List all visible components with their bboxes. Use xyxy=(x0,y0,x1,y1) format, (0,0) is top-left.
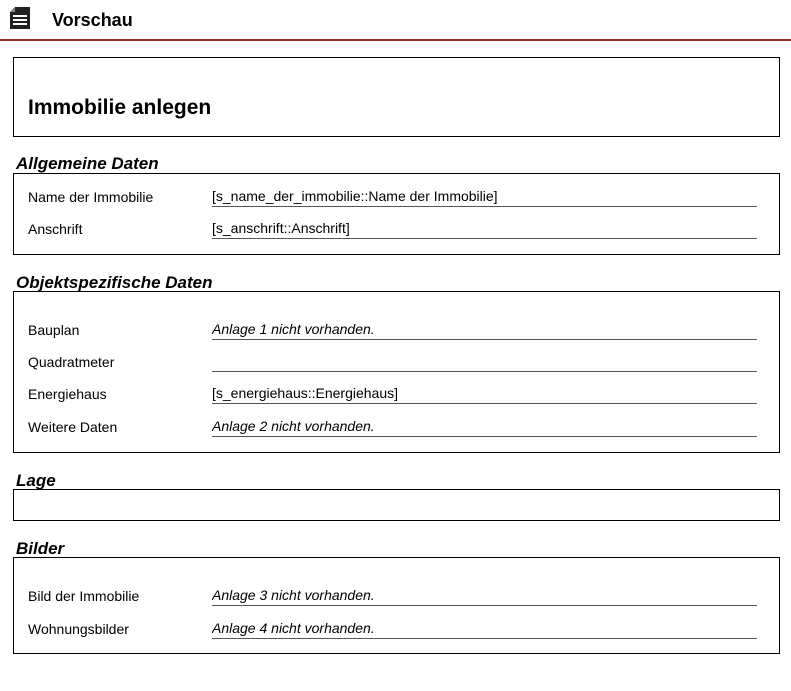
page-title-box xyxy=(13,57,780,137)
preview-header xyxy=(0,0,791,41)
field-label-quadratmeter: Quadratmeter xyxy=(28,354,115,370)
field-value-quadratmeter xyxy=(212,353,757,372)
section-objektspezifische-daten xyxy=(13,291,780,453)
section-bilder xyxy=(13,557,780,654)
section-lage xyxy=(13,489,780,521)
field-label-wohnungsbilder: Wohnungsbilder xyxy=(28,621,129,637)
field-label-energiehaus: Energiehaus xyxy=(28,386,107,402)
field-value-bauplan: Anlage 1 nicht vorhanden. xyxy=(212,321,757,340)
field-value-energiehaus: [s_energiehaus::Energiehaus] xyxy=(212,385,757,404)
field-value-bild-der-immobilie: Anlage 3 nicht vorhanden. xyxy=(212,587,757,606)
field-label-weitere-daten: Weitere Daten xyxy=(28,419,118,435)
field-label-bild-der-immobilie: Bild der Immobilie xyxy=(28,588,140,604)
field-label-anschrift: Anschrift xyxy=(28,221,83,237)
page-title: Immobilie anlegen xyxy=(28,96,212,119)
field-value-anschrift: [s_anschrift::Anschrift] xyxy=(212,220,757,239)
section-title-objektspezifische-daten: Objektspezifische Daten xyxy=(16,273,213,292)
field-value-name: [s_name_der_immobilie::Name der Immobilie] xyxy=(212,188,757,207)
section-allgemeine-daten xyxy=(13,173,780,255)
header-title: Vorschau xyxy=(52,10,133,30)
field-value-weitere-daten: Anlage 2 nicht vorhanden. xyxy=(212,418,757,437)
section-title-lage: Lage xyxy=(16,471,56,490)
field-value-wohnungsbilder: Anlage 4 nicht vorhanden. xyxy=(212,620,757,639)
section-title-allgemeine-daten: Allgemeine Daten xyxy=(16,154,159,173)
field-label-bauplan: Bauplan xyxy=(28,322,80,338)
field-label-name: Name der Immobilie xyxy=(28,189,154,205)
section-title-bilder: Bilder xyxy=(16,539,65,558)
document-icon xyxy=(10,7,30,29)
